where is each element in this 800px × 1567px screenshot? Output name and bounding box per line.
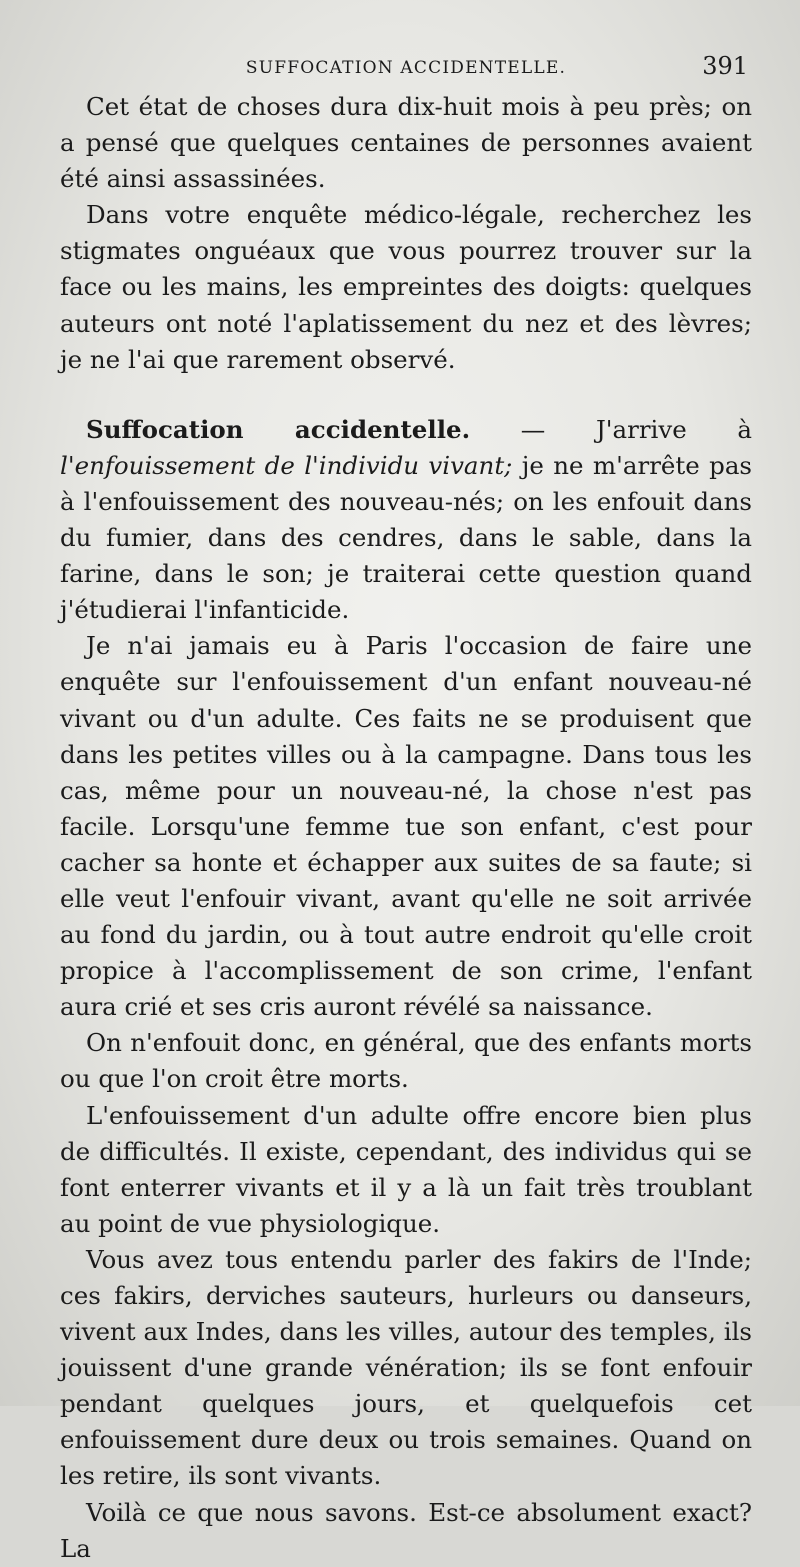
paragraph: Dans votre enquête médico-légale, recherchez les stigmates onguéaux que vous pourrez trouver sur la face ou les mains, les empreintes des doigts: quelques auteurs ont noté l'aplatissement du nez et des lèvres; je ne l'ai que rarement observé. <box>60 200 752 374</box>
body-text <box>60 89 752 1567</box>
paragraph: Cet état de choses dura dix-huit mois à peu près; on a pensé que quelques centaines de personnes avaient été ainsi assassinées. <box>60 92 752 194</box>
paragraph-last-line: Voilà ce que nous savons. Est-ce absolument exact? La <box>60 1497 752 1563</box>
paragraph: Je n'ai jamais eu à Paris l'occasion de faire une enquête sur l'enfouissement d'un enfant nouveau-né vivant ou d'un adulte. Ces faits ne se produisent que dans les petites villes ou à la campagne. Dans tous les cas, même pour un nouveau-né, la chose n'est pas facile. Lorsqu'une femme tue son enfant, c'est pour cacher sa honte et échapper aux suites de sa faute; si elle veut l'enfouir vivant, avant qu'elle ne soit arrivée au fond du jardin, ou à tout autre endroit qu'elle croit propice à l'accomplissement de son crime, l'enfant aura crié et ses cris auront révélé sa naissance. <box>60 631 752 1022</box>
running-title: SUFFOCATION ACCIDENTELLE. <box>245 58 567 78</box>
section-title: Suffocation accidentelle. <box>86 414 471 444</box>
section-paragraph <box>60 412 752 629</box>
paragraph: On n'enfouit donc, en général, que des enfants morts ou que l'on croit être morts. <box>60 1028 752 1094</box>
italic-phrase: l'enfouissement de l'individu vivant; <box>60 450 513 480</box>
running-head <box>60 52 752 82</box>
section-continuation: je ne m'arrête pas à l'enfouissement des nouveau-nés; on les enfouit dans du fumier, dans des cendres, dans le sable, dans la farine, dans le son; je traiterai cette question quand j'étudierai l'infanticide. <box>60 450 752 625</box>
paragraph: Vous avez tous entendu parler des fakirs de l'Inde; ces fakirs, derviches sauteurs, hurleurs ou danseurs, vivent aux Indes, dans les villes, autour des temples, ils jouissent d'une grande vénération; ils se font enfouir pendant quelques jours, et quelquefois cet enfouissement dure deux ou trois semaines. Quand on les retire, ils sont vivants. <box>60 1244 752 1491</box>
page-number: 391 <box>702 52 748 80</box>
paragraph: L'enfouissement d'un adulte offre encore bien plus de difficultés. Il existe, cependant, des individus qui se font enterrer vivants et il y a là un fait très troublant au point de vue physiologique. <box>60 1100 752 1238</box>
section-dash-text: — J'arrive à <box>470 414 752 444</box>
